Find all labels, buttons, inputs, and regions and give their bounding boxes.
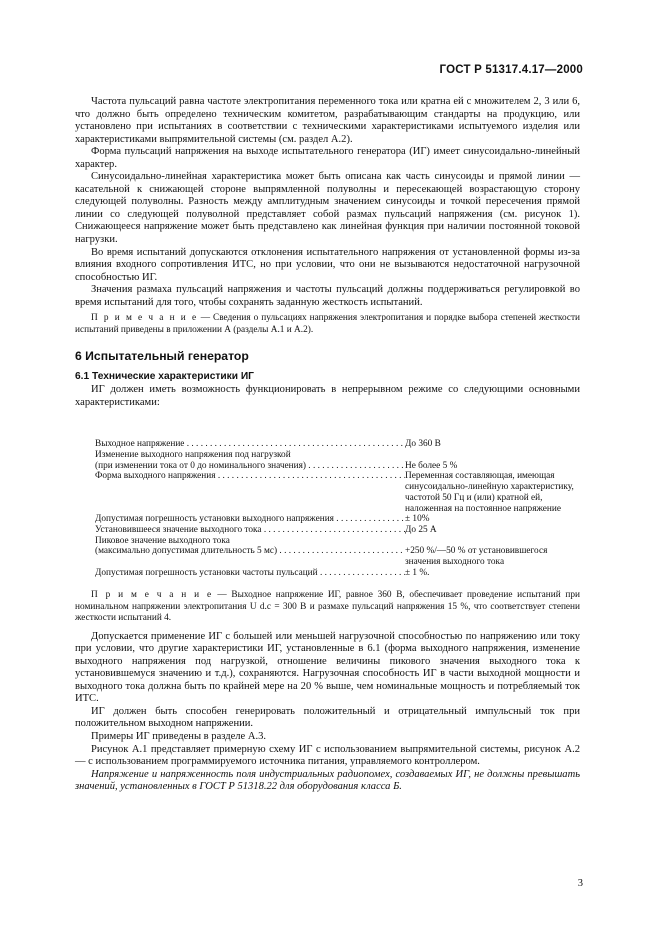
spec-row (95, 546, 580, 567)
note-output-voltage (75, 590, 580, 624)
note-text: — Выходное напряжение ИГ, равное 360 В, обеспечивает проведение испытаний при номинальном напряжении электропитания U d.c = 300 В и размахе пульсаций напряжения 15 %, что соответствует степени жесткости испытаний 4. (75, 590, 580, 624)
spec-row (95, 514, 580, 525)
paragraph-pulse-current: ИГ должен быть способен генерировать положительный и отрицательный импульсный ток при положительном выходном напряжении. (75, 705, 580, 730)
spec-label: Установившееся значение выходного тока . . . (95, 525, 405, 536)
paragraph-deviations: Во время испытаний допускаются отклонения испытательного напряжения от установленной формы из-за влияния входного сопротивления ИТС, но при условии, что они не вызываются недостаточной нагрузочной способностью ИГ. (75, 246, 580, 283)
body-text (75, 96, 580, 794)
spec-row (95, 450, 580, 461)
spec-list (95, 439, 580, 578)
paragraph-radio-interference: Напряжение и напряженность поля индустриальных радиопомех, создаваемых ИГ, не должны превышать значений, установленных в ГОСТ Р 51318.22 для оборудования класса Б. (75, 768, 580, 793)
paragraph-sinusoidal-linear: Синусоидально-линейная характеристика может быть описана как часть синусоиды и прямой линии — касательной к снижающей стороне выпрямленной полуволны и пересекающей возрастающую сторону следующей полуволны. Разность между амплитудным значением синусоиды и точкой пересечения прямой линии со следующей полуволной представляет собой размах пульсаций напряжения (см. рисунок 1). Снижающееся напряжение может быть представлено как линейная функция при наличии постоянной токовой нагрузки. (75, 171, 580, 246)
page-number: 3 (577, 878, 583, 889)
note-ripple-info (75, 313, 580, 336)
section-6-title: 6 Испытательный генератор (75, 349, 249, 364)
spec-value (405, 536, 580, 547)
paragraph-figures: Рисунок А.1 представляет примерную схему ИГ с использованием выпрямительной системы, рисунок А.2 — с использованием программируемого источника питания, управляемого контроллером. (75, 743, 580, 768)
paragraph-examples: Примеры ИГ приведены в разделе А.3. (91, 731, 267, 743)
spec-label: Пиковое значение выходного тока (95, 535, 230, 546)
spec-value: До 25 А (405, 524, 437, 535)
paragraph-ripple-frequency: Частота пульсаций равна частоте электропитания переменного тока или кратна ей с множителем 2, 3 или 6, что должно быть определено техническим комитетом, разрабатывающим стандарты на продукцию, или установлено при испытаниях в соответствии с техническими характеристиками испытуемого изделия или характеристиками выпрямительной системы (см. раздел А.2). (75, 96, 580, 145)
note-label: П р и м е ч а н и е (91, 313, 198, 324)
section-6-1-intro: ИГ должен иметь возможность функционировать в непрерывном режиме со следующими основными характеристиками: (75, 384, 580, 408)
spec-row (95, 568, 580, 579)
spec-value (405, 450, 580, 461)
spec-value: +250 %/—50 % от установившегося значения выходного тока (405, 546, 548, 568)
spec-value: Не более 5 % (405, 460, 458, 471)
spec-label: (при изменении тока от 0 до номинального значения) . . . (95, 461, 405, 472)
section-6-1-title: 6.1 Технические характеристики ИГ (75, 370, 254, 382)
note-text: — Сведения о пульсациях напряжения электропитания и порядке выбора степеней жесткости испытаний приведены в приложении А (разделы А.1 и А.2). (75, 313, 581, 335)
spec-value: ± 10% (405, 514, 430, 525)
paragraph-ripple-regulation: Значения размаха пульсаций напряжения и частоты пульсаций должны поддерживаться регулировкой во время испытаний для того, чтобы сохранять заданную жесткость испытаний. (75, 284, 580, 308)
paragraph-ripple-shape: Форма пульсаций напряжения на выходе испытательного генератора (ИГ) имеет синусоидально-линейный характер. (75, 146, 580, 170)
spec-row (95, 461, 580, 472)
spec-label: Допустимая погрешность установки частоты пульсаций . . . (95, 568, 405, 579)
spec-value: ± 1 %. (405, 567, 430, 578)
spec-value: До 360 В (405, 439, 441, 450)
spec-row (95, 439, 580, 450)
spec-row (95, 471, 580, 514)
spec-value: Переменная составляющая, имеющая синусоидально-линейную характеристику, частотой 50 Гц и (или) кратной ей, наложенная на постоянное напряжение (405, 471, 574, 514)
paragraph-load-capacity: Допускается применение ИГ с большей или меньшей нагрузочной способностью по напряжению или току при условии, что другие характеристики ИГ, установленные в 6.1 (форма выходного напряжения, изменение выходного напряжения под нагрузкой, отношение величины пикового значения выходного тока к установившемуся значению и т.д.), сохраняются. Нагрузочная способность ИГ в части выходной мощности и выходного тока должна быть по крайней мере на 20 % выше, чем номинальные мощность и потребляемый ток ИТС. (75, 630, 580, 705)
spec-label: (максимально допустимая длительность 5 мс) . . . (95, 546, 405, 567)
spec-label: Изменение выходного напряжения под нагрузкой (95, 450, 291, 460)
spec-label: Выходное напряжение . . . (95, 439, 405, 450)
spec-row (95, 525, 580, 536)
spec-label: Форма выходного напряжения . . . (95, 471, 405, 514)
spec-label: Допустимая погрешность установки выходного напряжения . . . (95, 514, 405, 525)
note-label: П р и м е ч а н и е (91, 590, 213, 601)
spec-row (95, 536, 580, 547)
standard-header: ГОСТ Р 51317.4.17—2000 (439, 64, 583, 76)
